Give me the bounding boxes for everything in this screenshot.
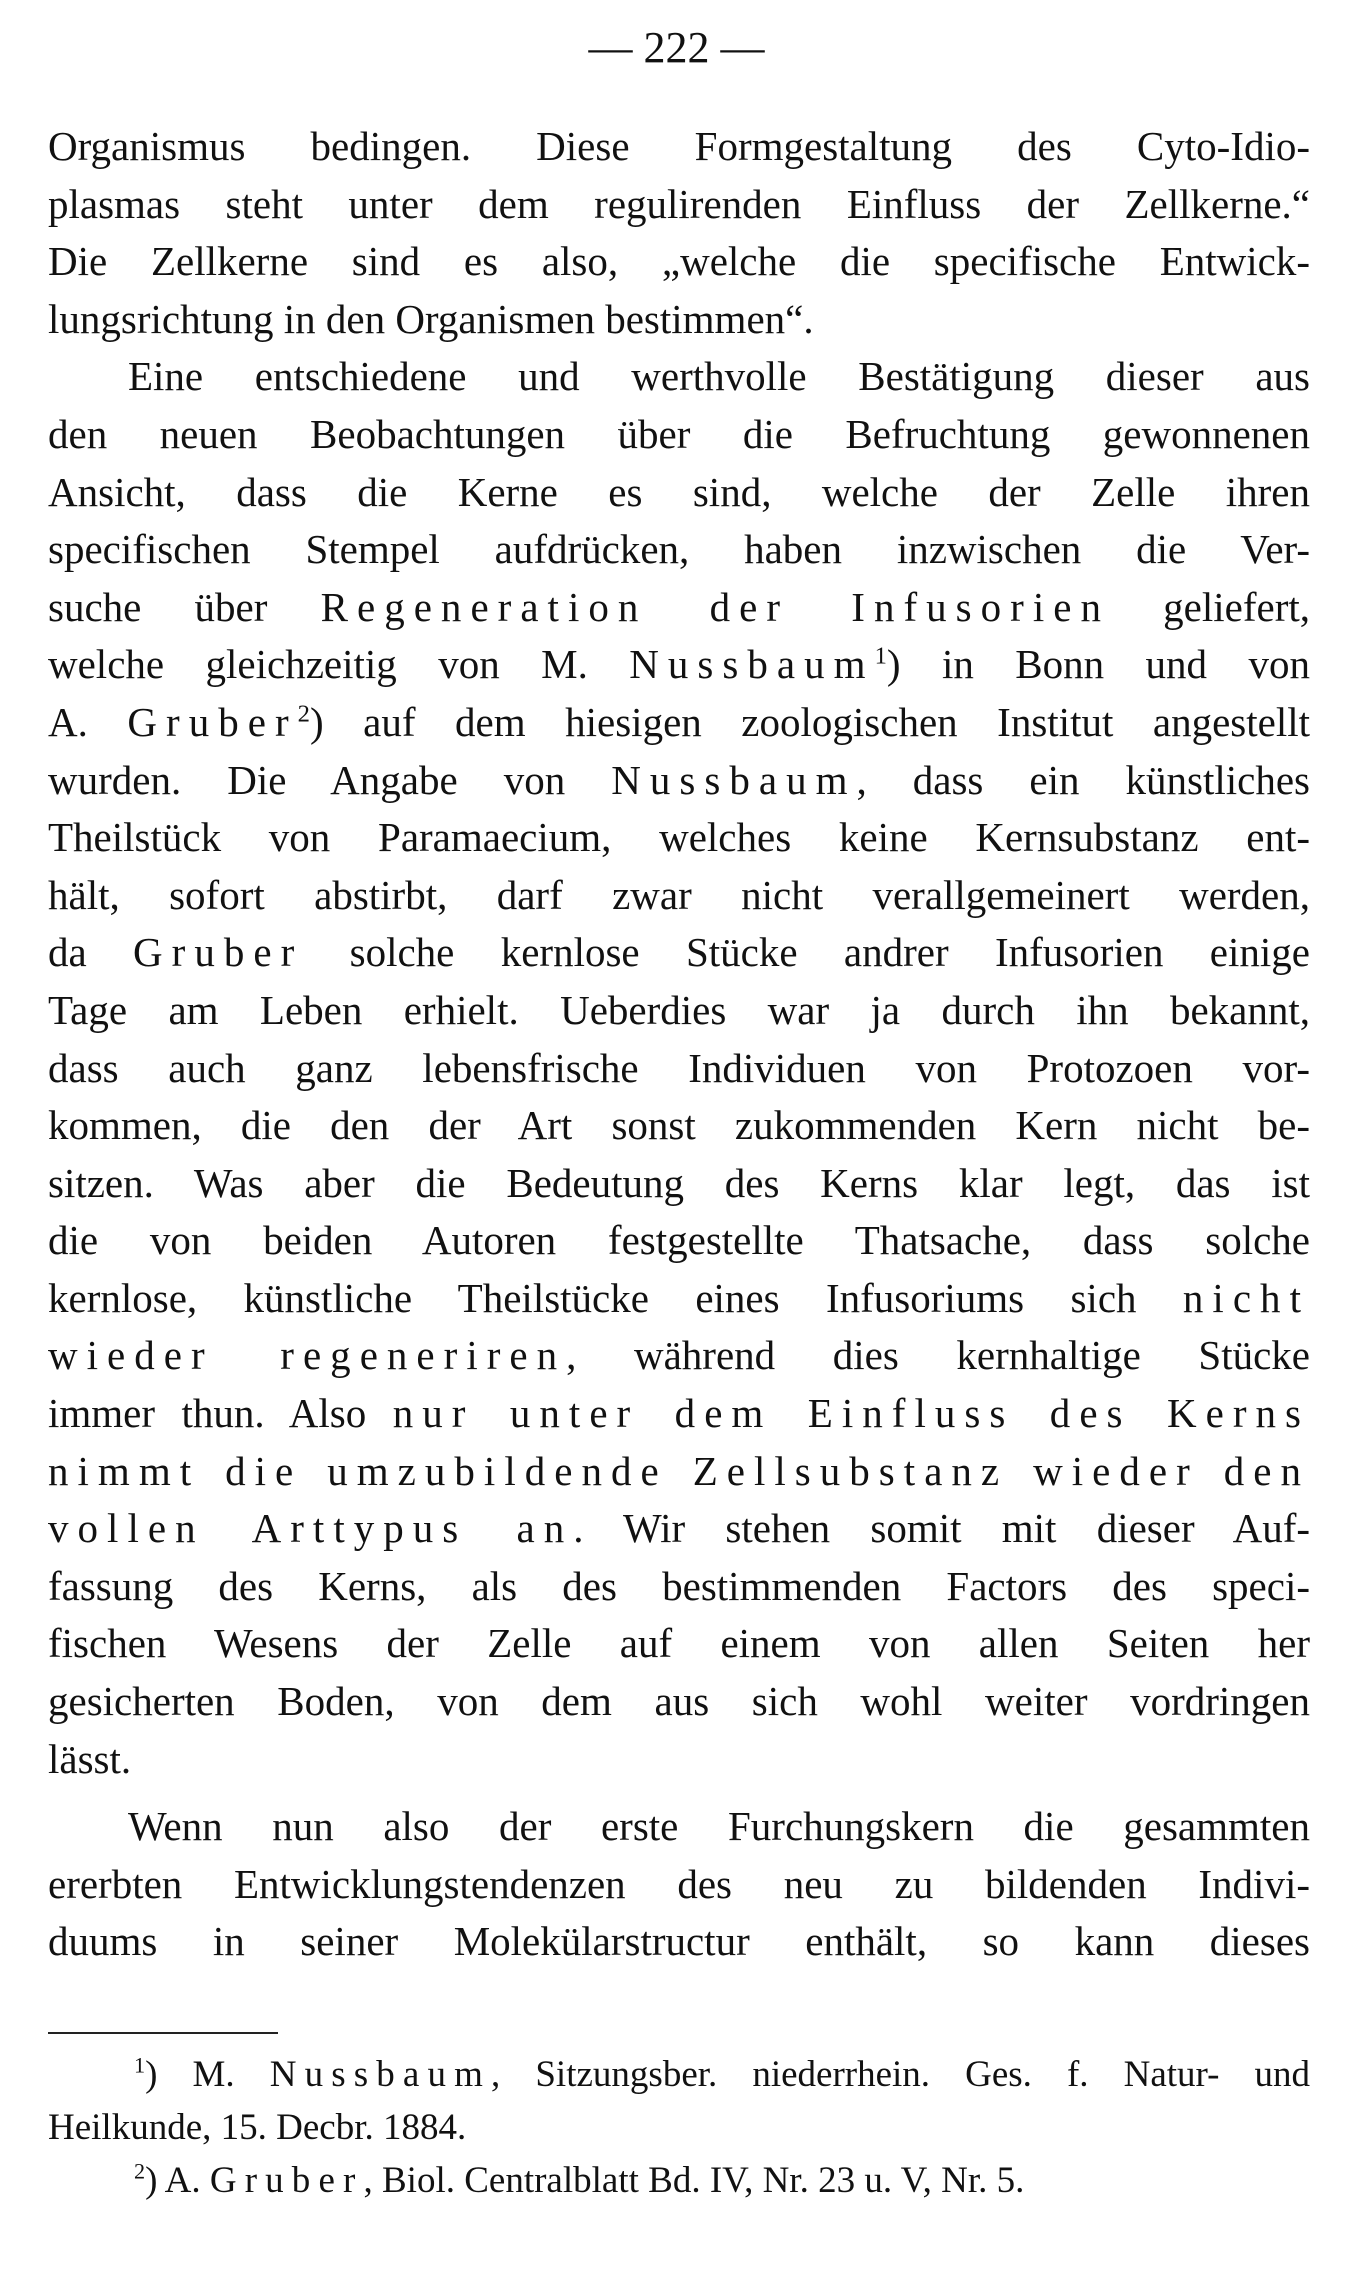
footnote-1 [48,2048,1310,2101]
text-segment: A. [48,698,128,745]
spaced-text: Gruber [133,929,304,976]
spaced-text: nicht [1182,1274,1310,1321]
footnote-1-continued: Heilkunde, 15. Decbr. 1884. [48,2107,467,2148]
spaced-text: Nussbaum [269,2054,492,2095]
spaced-text: Nussbaum [611,756,857,803]
text-line: lässt. [48,1735,132,1782]
spaced-text: vollen Arttypus an [48,1505,574,1552]
text-line [48,752,1310,810]
text-segment: ) A. [145,2160,210,2201]
text-segment: welche gleichzeitig von M. [48,641,630,688]
spaced-text: wieder regeneriren [48,1332,567,1379]
text-line: specifischen Stempel aufdrücken, haben inzwischen die Ver- [48,526,1310,573]
text-line: plasmas steht unter dem regulirenden Einfluss der Zellkerne.“ [48,180,1310,227]
text-segment: geliefert, [1109,583,1311,630]
text-segment: suche über [48,583,321,630]
footnote-2 [48,2154,1310,2207]
spaced-text: Gruber [209,2160,364,2201]
text-line: lungsrichtung in den Organismen bestimmen“. [48,295,814,342]
spaced-text: Regeneration der Infusorien [320,583,1110,630]
text-segment: immer thun. Also [48,1390,393,1437]
text-line [48,1270,1310,1328]
text-line [48,1500,1310,1558]
text-line: fassung des Kerns, als des bestimmenden Factors des speci- [48,1562,1310,1609]
body-text [48,118,1310,1971]
text-line [48,1327,1310,1385]
text-line [48,636,1310,694]
footnote-divider [48,2032,278,2034]
text-line: Eine entschiedene und werthvolle Bestätigung dieser aus [128,353,1310,400]
text-line: Die Zellkerne sind es also, „welche die specifische Entwick- [48,238,1310,285]
text-segment: , während dies kernhaltige Stücke [566,1332,1310,1379]
text-segment: da [48,929,134,976]
text-line: dass auch ganz lebensfrische Individuen von Protozoen vor- [48,1044,1310,1091]
text-line: gesicherten Boden, von dem aus sich wohl weiter vordringen [48,1678,1310,1725]
text-line [48,579,1310,637]
text-line [48,694,1310,752]
page-number: — 222 — [588,23,765,72]
text-segment: , Biol. Centralblatt Bd. IV, Nr. 23 u. V, Nr. 5. [363,2160,1025,2201]
text-segment: wurden. Die Angabe von [48,756,612,803]
paragraph-gap [48,1788,1310,1798]
text-segment: , Sitzungsber. niederrhein. Ges. f. Natur- und [491,2054,1310,2095]
text-line: sitzen. Was aber die Bedeutung des Kerns klar legt, das ist [48,1159,1310,1206]
footnote-ref: 2 [297,700,310,728]
text-line [48,1443,1310,1501]
text-line: ererbten Entwicklungstendenzen des neu zu bildenden Indivi- [48,1860,1310,1907]
text-line: duums in seiner Molekülarstructur enthält, so kann dieses [48,1918,1310,1965]
text-segment: . Wir stehen somit mit dieser Auf- [573,1505,1310,1552]
text-segment: kernlose, künstliche Theilstücke eines Infusoriums sich [48,1274,1183,1321]
text-line: Ansicht, dass die Kerne es sind, welche der Zelle ihren [48,468,1310,515]
text-segment: ) auf dem hiesigen zoologischen Institut angestellt [309,698,1310,745]
text-line: Theilstück von Paramaecium, welches keine Kernsubstanz ent- [48,814,1310,861]
spaced-text: Nussbaum [629,641,875,688]
footnotes [48,2048,1310,2207]
footnote-mark: 2 [134,2158,146,2184]
text-line: den neuen Beobachtungen über die Befruchtung gewonnenen [48,410,1310,457]
text-line: Tage am Leben erhielt. Ueberdies war ja durch ihn bekannt, [48,986,1310,1033]
text-line [48,924,1310,982]
text-line [48,1385,1310,1443]
text-line: die von beiden Autoren festgestellte Thatsache, dass solche [48,1217,1310,1264]
footnote-mark: 1 [134,2052,146,2078]
text-line: hält, sofort abstirbt, darf zwar nicht verallgemeinert werden, [48,871,1310,918]
text-segment: ) in Bonn und von [886,641,1310,688]
spaced-text: Gruber [127,698,298,745]
spaced-text: nimmt die umzubildende Zellsubstanz wieder den [48,1447,1310,1494]
spaced-text: nur unter dem Einfluss des Kerns [392,1390,1311,1437]
text-line: Wenn nun also der erste Furchungskern die gesammten [128,1803,1310,1850]
text-segment: solche kernlose Stücke andrer Infusorien einige [303,929,1310,976]
text-segment: , dass ein künstliches [856,756,1310,803]
text-segment: ) M. [145,2054,270,2095]
text-line: Organismus bedingen. Diese Formgestaltung des Cyto-Idio- [48,123,1310,169]
footnote-ref: 1 [874,642,887,670]
text-line: kommen, die den der Art sonst zukommenden Kern nicht be- [48,1102,1310,1149]
text-line: fischen Wesens der Zelle auf einem von allen Seiten her [48,1620,1310,1667]
